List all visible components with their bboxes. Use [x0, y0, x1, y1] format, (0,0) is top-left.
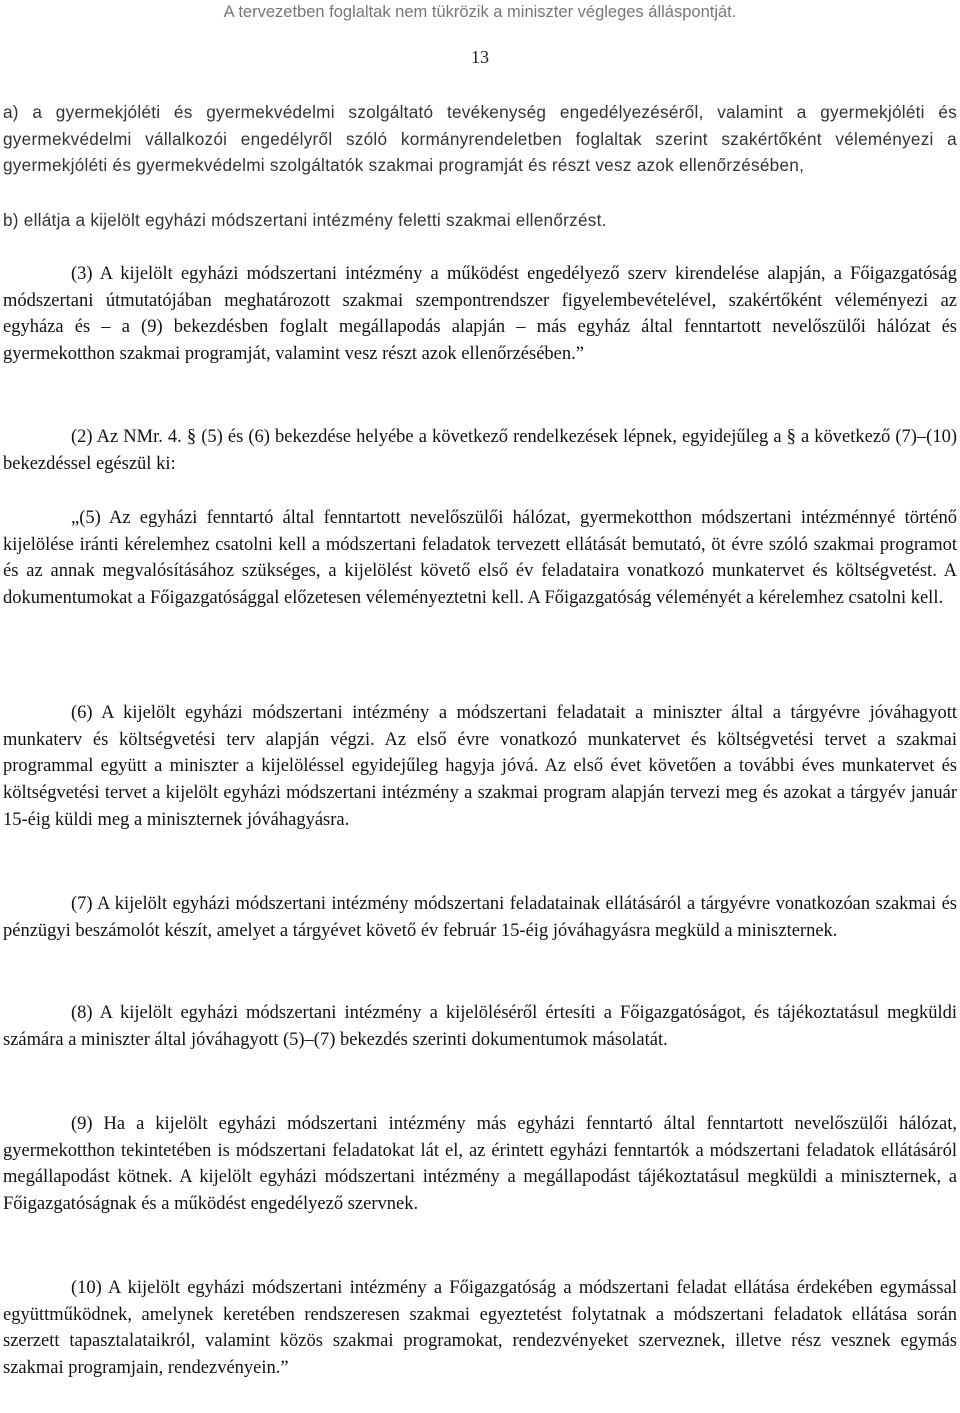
- paragraph-10: (10) A kijelölt egyházi módszertani intézmény a Főigazgatóság a módszertani feladat ellátása érdekében egymással együttműködnek, amelynek keretében rendszeresen szakmai egyeztetést folytatnak a módszertani feladatok ellátása során szerzett tapasztalataikról, valamint közös szakmai programokat, rendezvényeket szerveznek, illetve rész vesznek egymás szakmai programjain, rendezvényein.”: [3, 1278, 957, 1379]
- paragraph-intro-b: b) ellátja a kijelölt egyházi módszertani intézmény feletti szakmai ellenőrzést.: [3, 210, 607, 230]
- paragraph-5: „(5) Az egyházi fenntartó által fenntartott nevelőszülői hálózat, gyermekotthon módszertani intézménnyé történő kijelölése iránti kérelemhez csatolni kell a módszertani feladatok tervezett ellátását bemutató, öt évre szóló szakmai programot és az annak megvalósításához szükséges, a kijelölést követő első év feladataira vonatkozó munkatervet és költségvetést. A dokumentumokat a Főigazgatósággal előzetesen véleményeztetni kell. A Főigazgatóság véleményét a kérelemhez csatolni kell.: [3, 508, 957, 609]
- paragraph-3: (3) A kijelölt egyházi módszertani intézmény a működést engedélyező szerv kirendelése alapján, a Főigazgatóság módszertani útmutatójában meghatározott szakmai szempontrendszer figyelembevételével, szakértőként véleményezi az egyháza és – a (9) bekezdésben foglalt megállapodás alapján – más egyház által fenntartott nevelőszülői hálózat és gyermekotthon szakmai programját, valamint vesz részt azok ellenőrzésében.”: [3, 264, 957, 365]
- paragraph-9: (9) Ha a kijelölt egyházi módszertani intézmény más egyházi fenntartó által fenntartott nevelőszülői hálózat, gyermekotthon tekintetében is módszertani feladatokat lát el, az érintett egyházi fenntartók a módszertani feladatok ellátásáról megállapodást kötnek. A kijelölt egyházi módszertani intézmény a megállapodást tájékoztatásul megküldi a miniszternek, a Főigazgatóságnak és a működést engedélyező szervnek.: [3, 1114, 957, 1215]
- page-number: 13: [471, 47, 489, 67]
- paragraph-8: (8) A kijelölt egyházi módszertani intézmény a kijelöléséről értesíti a Főigazgatóságot, és tájékoztatásul megküldi számára a miniszter által jóváhagyott (5)–(7) bekezdés szerinti dokumentumok másolatát.: [3, 1003, 957, 1050]
- header-disclaimer: A tervezetben foglaltak nem tükrözik a miniszter végleges álláspontját.: [223, 3, 737, 21]
- paragraph-2-amendment: (2) Az NMr. 4. § (5) és (6) bekezdése helyébe a következő rendelkezések lépnek, egyidejűleg a § a következő (7)–(10) bekezdéssel egészül ki:: [3, 427, 957, 474]
- paragraph-intro-a: a) a gyermekjóléti és gyermekvédelmi szolgáltató tevékenység engedélyezéséről, valamint a gyermekjóléti és gyermekvédelmi vállalkozói engedélyről szóló kormányrendeletben foglaltak szerint szakértőként véleményezi a gyermekjóléti és gyermekvédelmi szolgáltatók szakmai programját és részt vesz azok ellenőrzésében,: [3, 102, 957, 176]
- paragraph-7: (7) A kijelölt egyházi módszertani intézmény módszertani feladatainak ellátásáról a tárgyévre vonatkozóan szakmai és pénzügyi beszámolót készít, amelyet a tárgyévet követő év február 15-éig jóváhagyásra megküld a miniszternek.: [3, 894, 957, 941]
- paragraph-6: (6) A kijelölt egyházi módszertani intézmény a módszertani feladatait a miniszter által a tárgyévre jóváhagyott munkaterv és költségvetési terv alapján végzi. Az első évre vonatkozó munkatervet és költségvetési tervet a szakmai programmal együtt a miniszter a kijelöléssel egyidejűleg hagyja jóvá. Az első évet követően a további éves munkatervet és költségvetési tervet a kijelölt egyházi módszertani intézmény a szakmai program alapján tervezi meg és azokat a tárgyév január 15-éig küldi meg a miniszternek jóváhagyásra.: [3, 703, 957, 830]
